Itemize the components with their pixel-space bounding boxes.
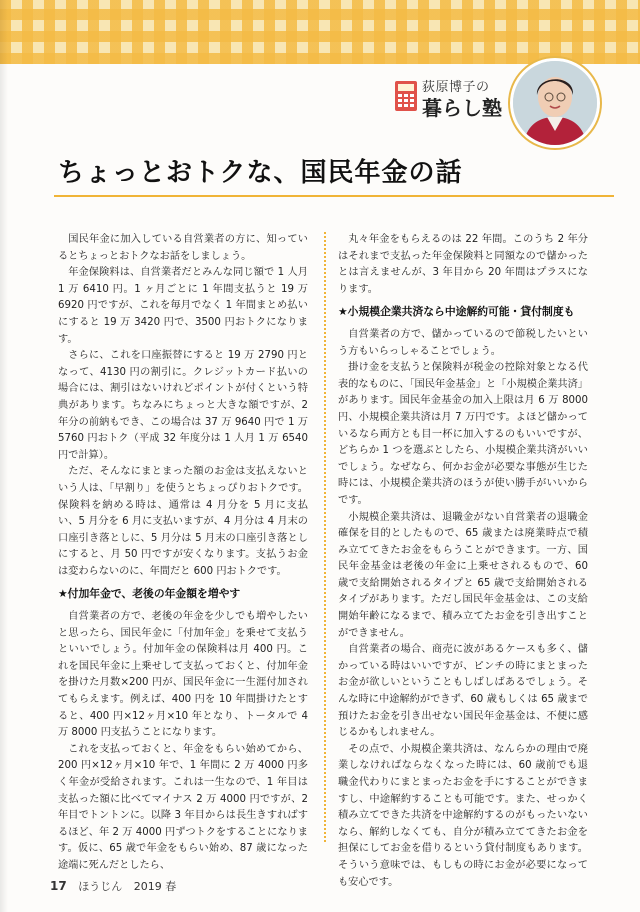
- magazine-name: ほうじん: [78, 880, 123, 893]
- section-heading: ★付加年金で、老後の年金額を増やす: [58, 587, 241, 601]
- paragraph: さらに、これを口座振替にすると 19 万 2790 円となって、4130 円の割引に。クレジットカード払いの場合には、割引はないけれどポイントが付くという特典があります。ちなみにちょっと大きな額ですが、2 年分の前納もでき、この場合は 37 万 9640 円で 1 万 5760 円おトク（平成 32 年度分は 1 人月 1 万 6540 円で計算）。: [58, 350, 308, 461]
- column-divider: [324, 232, 326, 842]
- article-column-right: [338, 232, 588, 891]
- paragraph: 掛け金を支払うと保険料が税金の控除対象となる代表的なものに、「国民年金基金」と「小規模企業共済」があります。国民年金基金の加入上限は月 6 万 8000 円、小規模企業共済は月 7 万円です。よほど儲かっているなら両方とも目一杯に加入するのもいいですが、どちらか 1 つを選ぶとしたら、小規模企業共済がいいでしょう。なぜなら、何かお金が必要な事態が生じた時には、小規模企業共済のほうが使い勝手がいいからです。: [338, 362, 588, 506]
- paragraph: その点で、小規模企業共済は、なんらかの理由で廃業しなければならなくなった時には、60 歳前でも退職金代わりにまとまったお金を手にすることができますし、中途解約することも可能です。また、せっかく積み立てできた共済を中途解約するのがもったいないなら、解約しなくても、自分が積み立ててきたお金を担保にしてお金を借りるという貸付制度もあります。そういう意味では、もしもの時にお金が必要になっても安心です。: [338, 743, 588, 888]
- page-edge-shadow: [0, 0, 8, 912]
- article-title: ちょっとおトクな、国民年金の話: [58, 158, 463, 188]
- paragraph: 自営業者の場合、商売に波があるケースも多く、儲かっている時はいいですが、ピンチの時にまとまったお金が欲しいということもしばしばあるでしょう。そんな時に中途解約ができず、60 歳もしくは 65 歳まで預けたお金を引き出せない国民年金基金は、不便に感じるかもしれません。: [338, 644, 588, 739]
- author-portrait-image: [513, 61, 597, 145]
- page-number: 17: [50, 879, 67, 893]
- article-column-left: [58, 232, 308, 875]
- paragraph: 小規模企業共済は、退職金がない自営業者の退職金確保を目的としたもので、65 歳または廃業時点で積み立ててきたお金をもらうことができます。一方、国民年金基金は老後の年金に上乗せされるもので、60 歳で支給開始されるタイプと 65 歳で支給開始されるタイプがあります。ただし国民年金基金は、この支給開始年齢になるまで、積み立てたお金を引き出すことができません。: [338, 511, 588, 639]
- paragraph: 国民年金に加入している自営業者の方に、知っているとちょっとおトクなお話をしましょう。: [58, 234, 308, 262]
- paragraph: 年金保険料は、自営業者だとみんな同じ額で 1 人月 1 万 6410 円。1 ヶ月ごとに 1 年間支払うと 19 万 6920 円ですが、これを毎月でなく 1 年間まとめ払いにすると 19 万 3420 円で、3500 円おトクになります。: [58, 267, 308, 345]
- author-portrait: [510, 58, 600, 148]
- paragraph: ただ、そんなにまとまった額のお金は支払えないという人は、「早割り」を使うとちょっぴりおトクです。保険料を納める時は、通常は 4 月分を 5 月に支払い、5 月分を 6 月に支払いますが、4 月分は 4 月末の口座引き落としに、5 月分は 5 月末の口座引き落としにすると、月 50 円ですが安くなります。支払うお金は変わらないのに、年間だと 600 円おトクです。: [58, 466, 308, 577]
- paragraph: 自営業者の方で、儲かっているので節税したいという方もいらっしゃることでしょう。: [338, 328, 588, 357]
- page-footer: [50, 878, 176, 894]
- paragraph: 自営業者の方で、老後の年金を少しでも増やしたいと思ったら、国民年金に「付加年金」を乗せて支払うといいでしょう。付加年金の保険料は月 400 円。これを国民年金に上乗せして支払っておくと、付加年金を掛けた月数×200 円が、国民年金に一生涯付加されてもらえます。例えば、400 円を 10 年間掛けたとすると、400 円×12ヶ月×10 年となり、トータルで 4 万 8000 円支払うことになります。: [58, 611, 308, 739]
- series-title: 暮らし塾: [422, 96, 502, 120]
- paragraph: これを支払っておくと、年金をもらい始めてから、200 円×12ヶ月×10 年で、1 年間に 2 万 4000 円多く年金が受給されます。これは一生なので、1 年目は支払った額に比べてマイナス 2 万 4000 円ですが、2 年目でトントンに。以降 3 年目からは長生きすればするほど、年 2 万 4000 円ずつトクをすることになります。仮に、65 歳で年金をもらい始め、87 歳になった途端に死んだとしたら、: [58, 743, 308, 871]
- issue-label: 2019 春: [133, 880, 177, 893]
- paragraph: 丸々年金をもらえるのは 22 年間。このうち 2 年分はそれまで支払った年金保険料と同額なので儲かったとは言えませんが、3 年目から 20 年間はプラスになります。: [338, 234, 588, 295]
- section-heading: ★小規模企業共済なら中途解約可能・貸付制度も: [338, 305, 575, 319]
- calculator-icon: [394, 80, 418, 112]
- series-author-label: 荻原博子の: [422, 80, 490, 95]
- title-underline: [54, 195, 614, 197]
- gingham-header-band: [0, 0, 640, 64]
- series-badge: [394, 72, 514, 120]
